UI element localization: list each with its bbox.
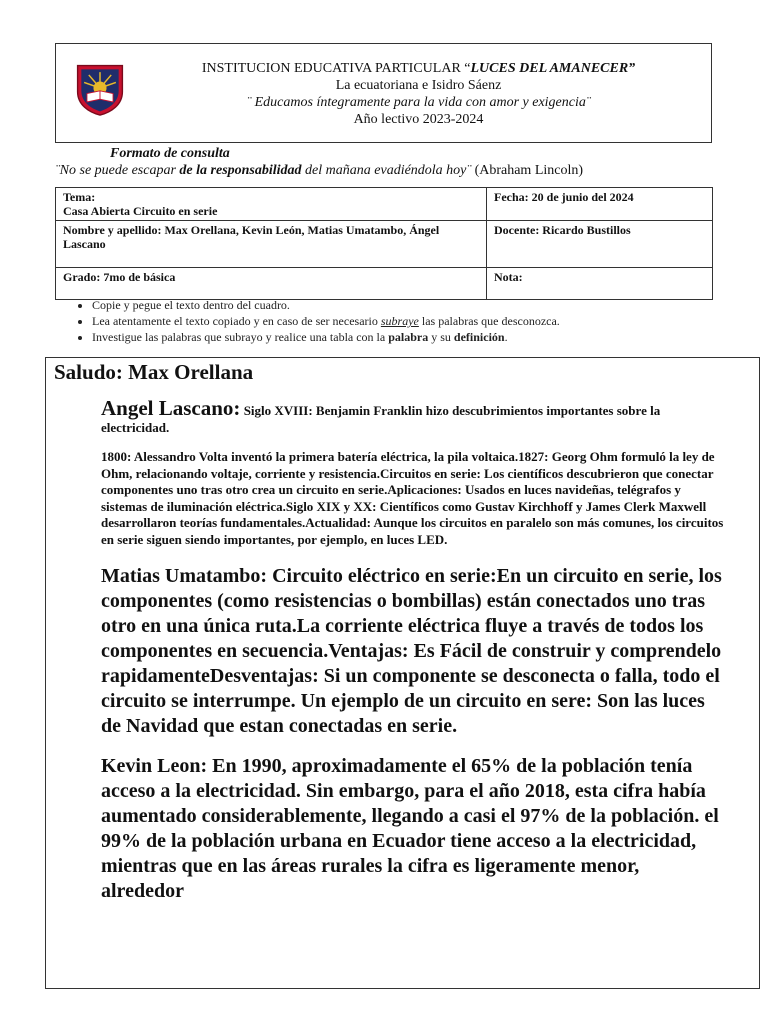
instruction-text: Lea atentamente el texto copiado y en caso de ser necesario <box>92 314 381 328</box>
angel-name: Angel Lascano: <box>101 396 241 420</box>
content-box <box>45 357 760 989</box>
instruction-item: • Copie y pegue el texto dentro del cuadro. <box>92 297 732 313</box>
instruction-text: y su <box>428 330 454 344</box>
quote-part2: del mañana evadiéndola hoy¨ <box>301 163 472 178</box>
underlined-word: subraye <box>380 314 419 328</box>
format-title: Formato de consulta <box>110 146 230 161</box>
body-text <box>101 396 726 919</box>
instruction-text: . <box>504 330 508 344</box>
tema-value: Casa Abierta Circuito en serie <box>63 204 218 218</box>
grado-cell: Grado: 7mo de básica <box>56 268 487 300</box>
instruction-item <box>92 313 732 329</box>
matias-paragraph: Matias Umatambo: Circuito eléctrico en serie:En un circuito en serie, los componentes (como resistencias o bombillas) están conectados uno tras otro en una única ruta.La corriente eléctrica fluye a través de todos los componentes en secuencia.Ventajas: Es Fácil de construir y comprendelo rapidamenteDesventajas: Si un componente se desconecta o falla, todo el circuito se interrumpe. Un ejemplo de un circuito en sere: Son las luces de Navidad que estan conectadas en serie. <box>101 564 722 737</box>
tema-label: Tema: <box>63 190 96 204</box>
kevin-paragraph: Kevin Leon: En 1990, aproximadamente el 65% de la población tenía acceso a la electricidad. Sin embargo, para el año 2018, esta cifra había aumentado considerablemente, llegando a casi el 97% de la población. el 99% de la población urbana en Ecuador tiene acceso a la electricidad, mientras que en las áreas rurales la cifra es ligeramente menor, alrededor <box>101 754 719 902</box>
year-line: Año lectivo 2023-2024 <box>353 112 484 127</box>
quote <box>55 163 583 179</box>
header-box <box>55 43 712 143</box>
bold-word: palabra <box>388 330 429 344</box>
school-crest-icon <box>72 60 128 116</box>
info-table <box>55 187 713 300</box>
docente-cell: Docente: Ricardo Bustillos <box>487 221 713 268</box>
institution-prefix: INSTITUCION EDUCATIVA PARTICULAR “ <box>201 61 471 76</box>
instructions-list <box>68 297 732 345</box>
quote-author: (Abraham Lincoln) <box>471 163 584 178</box>
bold-word: definición <box>453 330 505 344</box>
nota-cell: Nota: <box>487 268 713 300</box>
volta-paragraph: 1800: Alessandro Volta inventó la primera batería eléctrica, la pila voltaica.1827: Georg Ohm formuló la ley de Ohm, relacionando voltaje, corriente y resistencia.Circuitos en serie: Los científicos descubrieron que conectar componentes uno tras otro crea un circuito en serie.Aplicaciones: Usados en luces navideñas, telégrafos y sistemas de iluminación eléctrica.Siglo XIX y XX: Científicos como Gustav Kirchhoff y James Clerk Maxwell desarrollaron teorías fundamentales.Actualidad: Aunque los circuitos en paralelo son más comunes, los circuitos en serie siguen siendo importantes, por ejemplo, en luces LED. <box>101 449 724 547</box>
instruction-text: las palabras que desconozca. <box>418 314 560 328</box>
angel-paragraph <box>101 396 726 436</box>
quote-bold: de la responsabilidad <box>179 163 302 178</box>
instruction-item <box>92 329 732 345</box>
fecha-cell: Fecha: 20 de junio del 2024 <box>487 188 713 221</box>
nombres-cell: Nombre y apellido: Max Orellana, Kevin León, Matias Umatambo, Ángel Lascano <box>56 221 487 268</box>
instruction-text: Investigue las palabras que subrayo y realice una tabla con la <box>92 330 389 344</box>
saludo-heading: Saludo: Max Orellana <box>54 359 257 385</box>
institution-name: LUCES DEL AMANECER” <box>470 61 636 76</box>
quote-part1: ¨No se puede escapar <box>55 163 180 178</box>
header-text <box>126 60 711 128</box>
angel-text: Siglo XVIII: Benjamin Franklin hizo descubrimientos importantes sobre la electricidad. <box>101 403 661 435</box>
address-line: La ecuatoriana e Isidro Sáenz <box>335 78 502 93</box>
motto-line: ¨ Educamos íntegramente para la vida con amor y exigencia¨ <box>246 95 591 110</box>
tema-cell <box>56 188 487 221</box>
institution-line <box>126 60 711 77</box>
